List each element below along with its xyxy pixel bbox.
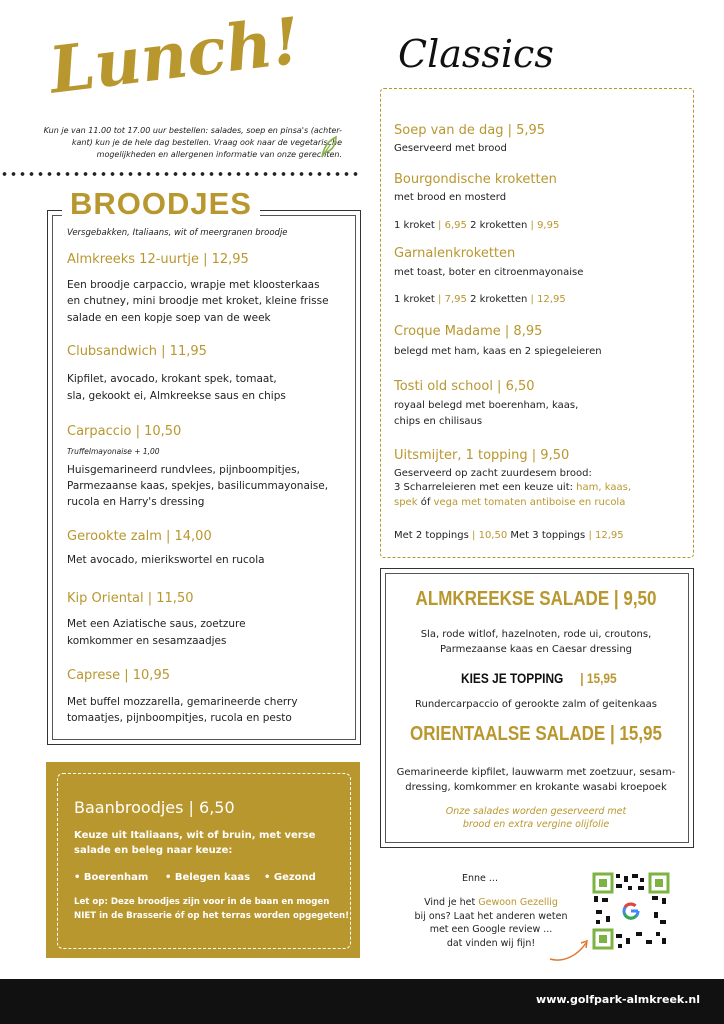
item-name: Caprese | 10,95 (67, 668, 170, 683)
item-desc: rucola en Harry's dressing (67, 496, 205, 508)
salade-ori-title-wrap (385, 723, 687, 746)
price: | 12,95 (588, 530, 624, 541)
item-desc: Met buffel mozzarella, gemarineerde cherry (67, 696, 298, 708)
review-line (392, 896, 590, 910)
item-name: Kip Oriental | 11,50 (67, 591, 194, 606)
topping-label: KIES JE TOPPING (460, 670, 564, 686)
price: | 9,95 (530, 220, 560, 231)
price-line (394, 291, 566, 308)
baan-option-label: Belegen kaas (174, 872, 251, 883)
topping-line (385, 668, 687, 687)
baan-option-label: Gezond (273, 872, 316, 883)
item-name: Croque Madame | 8,95 (394, 324, 543, 339)
price-line (394, 217, 559, 234)
desc-line: dressing, komkommer en krokante wasabi kroepoek (405, 782, 667, 793)
review-line: met een Google review ... (429, 924, 553, 935)
item-name: Uitsmijter, 1 topping | 9,50 (394, 448, 570, 463)
website-link[interactable]: www.golfpark-almkreek.nl (536, 993, 700, 1006)
note-line: Onze salades worden geserveerd met (445, 806, 627, 817)
item-desc: Kipfilet, avocado, krokant spek, tomaat, (67, 373, 277, 385)
item-desc (394, 494, 625, 511)
desc-line: Sla, rode witlof, hazelnoten, rode ui, croutons, (420, 629, 652, 640)
salade-note (385, 805, 687, 831)
salade-title: ALMKREEKSE SALADE | 9,50 (415, 588, 657, 610)
price: | 6,95 (438, 220, 467, 231)
price-label: Met 3 toppings (510, 530, 586, 541)
desc-highlight: spek (394, 497, 418, 508)
item-desc: Geserveerd op zacht zuurdesem brood: (394, 468, 592, 479)
review-line-text: Vind je het (424, 897, 476, 908)
price: | 10,50 (472, 530, 508, 541)
qr-code-icon[interactable] (592, 872, 670, 950)
item-desc: Huisgemarineerd rundvlees, pijnboompitjes, (67, 464, 300, 476)
baan-desc: salade en beleg naar keuze: (74, 845, 233, 856)
price-label: 2 kroketten (470, 220, 528, 231)
arrow-icon (548, 937, 592, 963)
item-name: Soep van de dag | 5,95 (394, 123, 546, 138)
salade-desc (385, 765, 687, 795)
intro-line: Kun je van 11.00 tot 17.00 uur bestellen: salades, soep en pinsa's (achter- (43, 126, 342, 135)
price-label: 1 kroket (394, 294, 435, 305)
item-name: Gerookte zalm | 14,00 (67, 529, 212, 544)
item-desc: Parmezaanse kaas, spekjes, basilicummayonaise, (67, 480, 329, 492)
price-label: 2 kroketten (470, 294, 528, 305)
baanbroodjes-title: Baanbroodjes | 6,50 (74, 798, 235, 817)
baan-option-label: Boerenham (83, 872, 149, 883)
leaf-icon (318, 135, 338, 159)
item-desc: royaal belegd met boerenham, kaas, (394, 400, 579, 411)
desc-line: Parmezaanse kaas en Caesar dressing (439, 644, 633, 655)
salade-desc (385, 627, 687, 657)
baan-warning: Let op: Deze broodjes zijn voor in de baan en mogen (74, 897, 330, 907)
desc-highlight: vega met tomaten antiboise en rucola (433, 497, 626, 508)
lunch-title: Lunch! (45, 3, 305, 109)
price-line (394, 527, 624, 544)
salade-alm-title-wrap (385, 588, 687, 611)
intro-line: mogelijkheden en allergenen informatie van onze gerechten. (96, 150, 342, 159)
price: | 7,95 (438, 294, 467, 305)
item-desc: Geserveerd met brood (394, 143, 507, 154)
item-desc: met toast, boter en citroenmayonaise (394, 267, 584, 278)
item-desc: belegd met ham, kaas en 2 spiegeleieren (394, 346, 602, 357)
item-name: Garnalenkroketten (394, 246, 516, 261)
classics-title: Classics (398, 32, 554, 76)
price-label: Met 2 toppings (394, 530, 469, 541)
item-desc: Met avocado, mierikswortel en rucola (67, 554, 265, 566)
desc-text: 3 Scharreleieren met een keuze uit: (394, 482, 573, 493)
salade-title: ORIENTAALSE SALADE | 15,95 (410, 723, 662, 745)
item-name: Bourgondische kroketten (394, 172, 557, 187)
desc-text: óf (420, 497, 431, 508)
item-desc: salade en een kopje soep van de week (67, 312, 271, 324)
intro-line: kant) kun je de hele dag bestellen. Vraag ook naar de vegetarische (71, 138, 342, 147)
baan-option: • Boerenham (74, 872, 149, 883)
desc-line: Gemarineerde kipfilet, lauwwarm met zoetzuur, sesam- (396, 767, 676, 778)
item-desc: Een broodje carpaccio, wrapje met kloosterkaas (67, 279, 320, 291)
item-name: Almkreeks 12-uurtje | 12,95 (67, 252, 249, 267)
dotted-divider (0, 170, 360, 178)
baan-option: • Belegen kaas (165, 872, 251, 883)
item-name: Tosti old school | 6,50 (394, 379, 535, 394)
review-line: bij ons? Laat het anderen weten (414, 910, 568, 922)
price-label: 1 kroket (394, 220, 435, 231)
item-desc: Met een Aziatische saus, zoetzure (67, 618, 246, 630)
item-desc: sla, gekookt ei, Almkreekse saus en chips (67, 390, 286, 402)
item-note: Truffelmayonaise + 1,00 (67, 447, 160, 456)
item-name: Carpaccio | 10,50 (67, 424, 182, 439)
item-desc: en chutney, mini broodje met kroket, kleine frisse (67, 295, 329, 307)
item-desc: tomaatjes, pijnboompitjes, rucola en pesto (67, 712, 292, 724)
baan-desc: Keuze uit Italiaans, wit of bruin, met verse (74, 830, 316, 841)
item-name: Clubsandwich | 11,95 (67, 344, 207, 359)
broodjes-subtitle: Versgebakken, Italiaans, wit of meergranen broodje (67, 228, 288, 238)
topping-price: | 15,95 (580, 670, 617, 686)
desc-highlight: ham, kaas, (576, 482, 631, 493)
item-desc: met brood en mosterd (394, 192, 507, 203)
review-highlight: Gewoon Gezellig (478, 897, 558, 908)
note-line: brood en extra vergine olijfolie (462, 819, 610, 830)
baan-warning: NIET in de Brasserie óf op het terras worden opgegeten! (74, 911, 349, 921)
item-desc: chips en chilisaus (394, 416, 483, 427)
topping-desc: Rundercarpaccio of gerookte zalm of geitenkaas (414, 699, 657, 710)
baan-option: • Gezond (264, 872, 316, 883)
intro-text (42, 125, 342, 161)
enne-text: Enne ... (462, 873, 498, 884)
price: | 12,95 (530, 294, 566, 305)
review-line: dat vinden wij fijn! (446, 937, 536, 949)
broodjes-title: BROODJES (62, 186, 260, 222)
item-desc: komkommer en sesamzaadjes (67, 635, 227, 647)
